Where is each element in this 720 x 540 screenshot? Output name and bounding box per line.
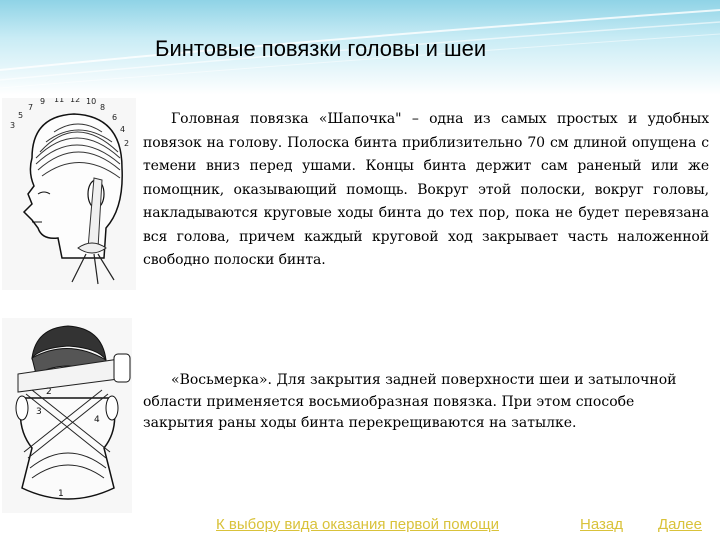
fig1-num-10: 10 (86, 98, 97, 106)
fig1-num-8: 8 (100, 103, 106, 112)
cap-bandage-description: Головная повязка «Шапочка" – одна из самых простых и удобных повязок на голову. Полоска бинта приблизительно 70 см длиной опущена с темени вниз перед ушами. Концы бинта держит сам раненый или же помощник, оказывающий помощь. Вокруг этой полоски, вокруг головы, накладываются круговые ходы бинта до тех пор, пока не будет перевязана вся голова, причем каждый круговой ход закрывает часть наложенной свободно полоски бинта. (143, 111, 709, 268)
fig2-num-4: 4 (94, 415, 100, 425)
fig1-num-7: 7 (28, 103, 34, 112)
back-to-first-aid-selection-link[interactable]: К выбору вида оказания первой помощи (216, 516, 499, 533)
fig1-num-2: 2 (124, 139, 130, 148)
fig1-num-11: 11 (54, 98, 65, 104)
next-link[interactable]: Далее (658, 516, 702, 533)
page-title: Бинтовые повязки головы и шеи (155, 36, 487, 61)
fig2-num-1: 1 (58, 489, 64, 499)
fig1-num-5: 5 (18, 111, 24, 120)
fig1-num-9: 9 (40, 98, 46, 106)
fig2-num-3: 3 (36, 407, 42, 417)
cap-bandage-illustration (2, 98, 136, 290)
fig2-num-2: 2 (46, 387, 52, 397)
back-link[interactable]: Назад (580, 516, 623, 533)
fig1-num-6: 6 (112, 113, 118, 122)
fig1-num-12: 12 (70, 98, 81, 104)
figure-eight-description: «Восьмерка». Для закрытия задней поверхности шеи и затылочной области применяется восьмиобразная повязка. При этом способе закрытия раны ходы бинта перекрещиваются на затылке. (143, 372, 677, 431)
fig1-num-3: 3 (10, 121, 16, 130)
fig1-num-4: 4 (120, 125, 126, 134)
figure-eight-bandage-illustration (2, 318, 132, 513)
